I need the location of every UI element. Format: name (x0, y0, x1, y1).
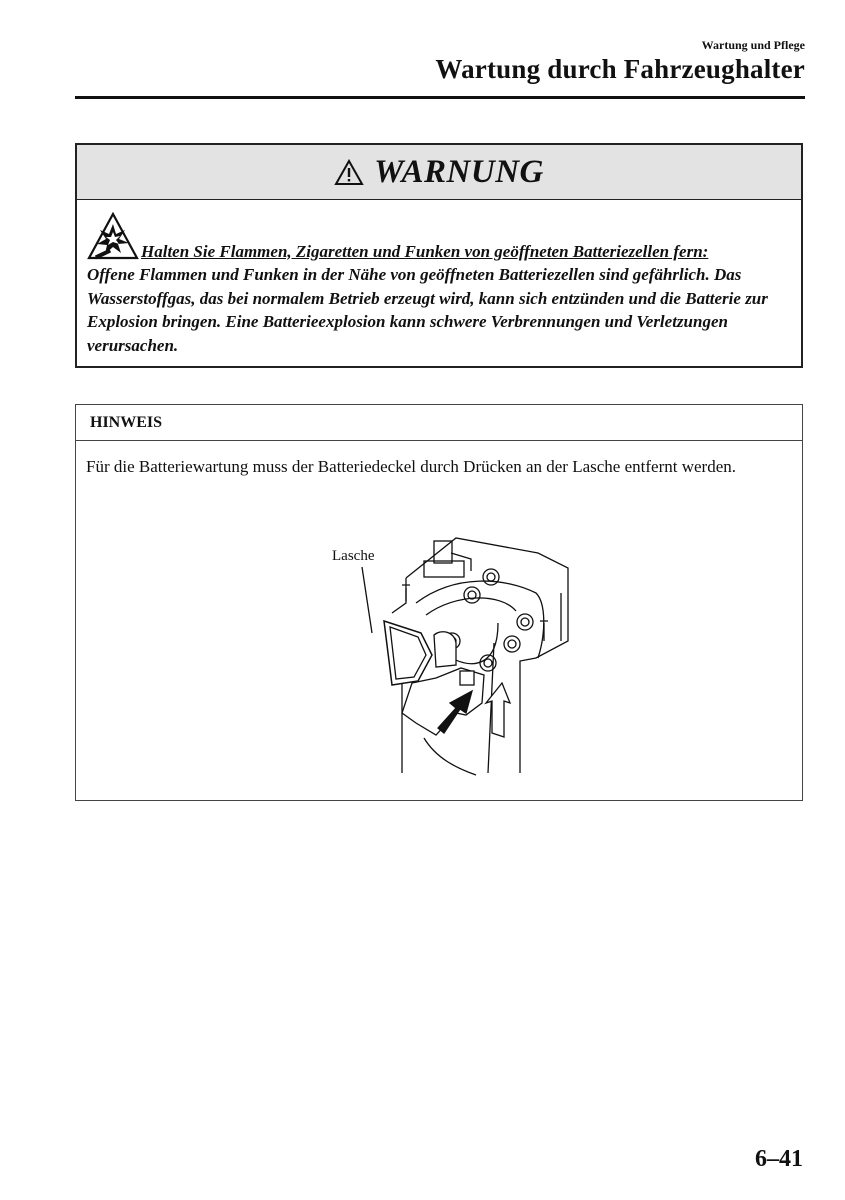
explosion-icon (87, 212, 139, 262)
warning-body (77, 200, 801, 357)
warning-box (75, 143, 803, 368)
note-text: Für die Batteriewartung muss der Batteriedeckel durch Drücken an der Lasche entfernt werden. (86, 457, 736, 476)
battery-illustration (306, 523, 666, 793)
note-box (75, 404, 803, 801)
section-name: Wartung und Pflege (701, 38, 805, 52)
page-number: 6–41 (755, 1146, 803, 1172)
warning-header (77, 145, 801, 200)
note-title: HINWEIS (76, 405, 802, 441)
warning-title: WARNUNG (374, 153, 544, 190)
header-divider (75, 96, 805, 99)
page-title: Wartung durch Fahrzeughalter (435, 54, 805, 84)
lasche-label: Lasche (332, 548, 375, 564)
warning-lead: Halten Sie Flammen, Zigaretten und Funken von geöffneten Batteriezellen fern: (141, 241, 709, 261)
warning-text: Offene Flammen und Funken in der Nähe von geöffneten Batteriezellen sind gefährlich. Das Wasserstoffgas, das bei normalem Betrieb erzeugt wird, kann sich entzünden und die Batterie zur Explosion bringen. Eine Batterieexplosion kann schwere Verbrennungen und Verletzungen verursachen. (87, 265, 768, 355)
warning-triangle-icon (334, 159, 364, 186)
